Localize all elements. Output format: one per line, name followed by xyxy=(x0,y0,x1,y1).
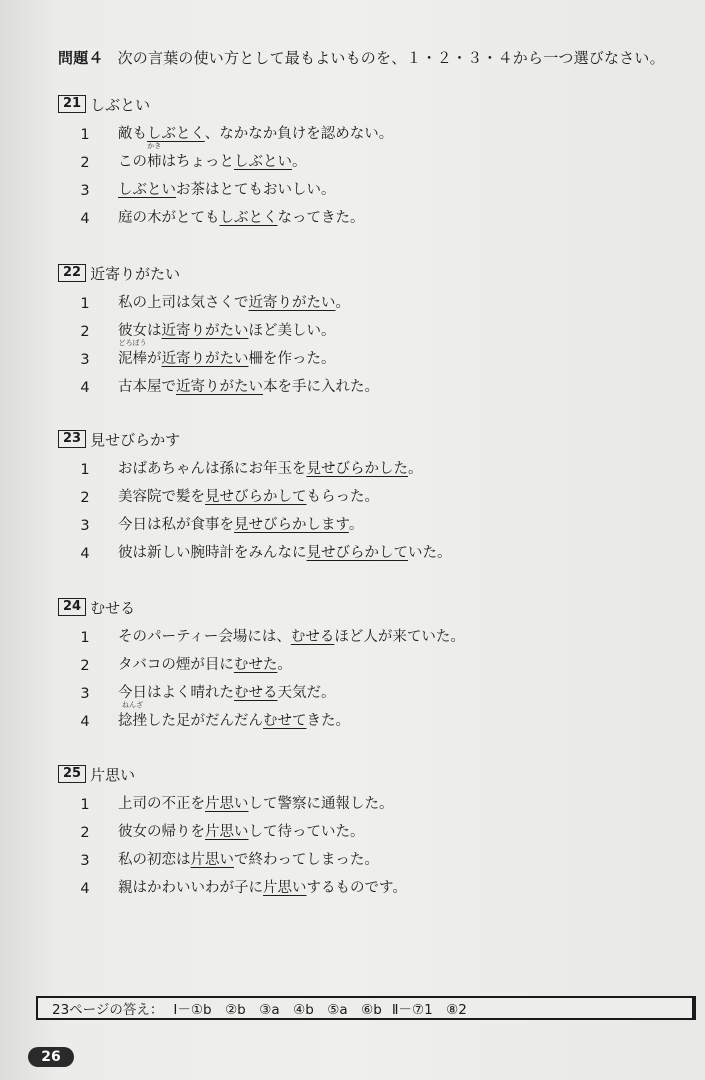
target-word: 見せびらかす xyxy=(90,430,181,449)
option-sentence xyxy=(102,485,379,506)
option-sentence xyxy=(102,513,363,534)
option-sentence xyxy=(102,701,350,730)
option-number: 4 xyxy=(80,714,90,730)
option-number: 4 xyxy=(80,380,90,396)
sentence-suffix: お茶はとてもおいしい。 xyxy=(176,182,336,198)
sentence-prefix: おばあちゃんは孫にお年玉を xyxy=(118,461,307,477)
option-sentence xyxy=(102,142,307,171)
option-sentence xyxy=(102,792,394,813)
option-1 xyxy=(58,618,658,646)
furigana: ねんざ xyxy=(122,701,143,709)
option-sentence xyxy=(102,291,350,312)
option-1 xyxy=(58,785,658,813)
ruby-base: 柿 xyxy=(147,154,162,170)
option-sentence xyxy=(102,319,336,340)
option-number: 2 xyxy=(80,825,90,841)
page-number: 26 xyxy=(28,1047,74,1067)
question-number-box: 22 xyxy=(58,264,86,282)
sentence-prefix: 私の上司は気さくで xyxy=(118,295,249,311)
sentence-suffix: するものです。 xyxy=(306,880,407,896)
sentence-suffix: 。 xyxy=(335,295,350,311)
option-sentence xyxy=(102,653,292,674)
underlined-target: しぶとく xyxy=(147,126,205,142)
option-number: 2 xyxy=(80,490,90,506)
underlined-target: しぶとい xyxy=(118,182,176,198)
underlined-target: 片思い xyxy=(205,824,249,840)
underlined-target: 見せびらかします xyxy=(234,517,349,533)
ruby-word xyxy=(147,142,162,171)
option-sentence xyxy=(102,848,379,869)
question-number-box: 24 xyxy=(58,598,86,616)
sentence-suffix: で終わってしまった。 xyxy=(234,852,379,868)
underlined-target: 見せびらかして xyxy=(205,489,307,505)
sentence-prefix: 美容院で髪を xyxy=(118,489,205,505)
option-number: 3 xyxy=(80,686,90,702)
option-sentence xyxy=(102,375,379,396)
option-4 xyxy=(58,534,658,562)
sentence-suffix: 柵を作った。 xyxy=(248,351,336,367)
option-4 xyxy=(58,702,658,730)
sentence-suffix: ほど人が来ていた。 xyxy=(334,629,465,645)
option-3 xyxy=(58,171,658,199)
underlined-target: 片思い xyxy=(263,880,307,896)
option-4 xyxy=(58,869,658,897)
sentence-middle: はちょっと xyxy=(161,154,234,170)
ruby-base: 泥棒 xyxy=(118,351,147,367)
option-number: 4 xyxy=(80,211,90,227)
sentence-prefix: 敵も xyxy=(118,126,147,142)
sentence-prefix: 古本屋で xyxy=(118,379,176,395)
option-sentence xyxy=(102,681,336,702)
sentence-prefix: 今日はよく晴れた xyxy=(118,685,234,701)
sentence-prefix: この xyxy=(118,154,147,170)
option-1 xyxy=(58,450,658,478)
sentence-suffix: ほど美しい。 xyxy=(248,323,336,339)
sentence-middle: した足がだんだん xyxy=(147,713,263,729)
option-sentence xyxy=(102,122,393,143)
option-number: 1 xyxy=(80,797,90,813)
sentence-suffix: もらった。 xyxy=(306,489,379,505)
answer-key-label: 23ページの答え： xyxy=(52,1002,164,1018)
underlined-target: むせる xyxy=(290,629,335,645)
furigana: かき xyxy=(147,142,162,150)
sentence-prefix: 親はかわいいわが子に xyxy=(118,880,263,896)
sentence-prefix: そのパーティー会場には、 xyxy=(118,629,291,645)
option-3 xyxy=(58,674,658,702)
sentence-suffix: 。 xyxy=(292,154,307,170)
question-number-box: 23 xyxy=(58,430,86,448)
sentence-prefix: 今日は私が食事を xyxy=(118,517,234,533)
option-4 xyxy=(58,368,658,396)
sentence-suffix: 、なかなか負けを認めない。 xyxy=(204,126,394,142)
option-4 xyxy=(58,199,658,227)
underlined-target: しぶとい xyxy=(234,154,292,170)
option-2 xyxy=(58,478,658,506)
question-number-box: 25 xyxy=(58,765,86,783)
option-number: 4 xyxy=(80,881,90,897)
sentence-suffix: いた。 xyxy=(408,545,452,561)
option-sentence xyxy=(102,541,452,562)
underlined-target: 見せびらかして xyxy=(306,545,408,561)
option-sentence xyxy=(102,457,423,478)
target-word: むせる xyxy=(90,598,136,617)
question-21 xyxy=(58,93,658,227)
option-sentence xyxy=(102,876,407,897)
option-number: 3 xyxy=(80,853,90,869)
question-heading xyxy=(58,763,658,785)
question-24 xyxy=(58,596,658,730)
underlined-target: 片思い xyxy=(190,852,234,868)
underlined-target: 近寄りがたい xyxy=(176,379,263,395)
question-23 xyxy=(58,428,658,562)
furigana: どろぼう xyxy=(118,339,147,347)
question-22 xyxy=(58,262,658,396)
option-number: 2 xyxy=(80,658,90,674)
underlined-target: むせた xyxy=(233,657,278,673)
option-sentence xyxy=(102,339,336,368)
underlined-target: 片思い xyxy=(205,796,249,812)
answer-key-part2: Ⅱ－⑦1 ⑧2 xyxy=(391,1002,467,1018)
option-number: 1 xyxy=(80,296,90,312)
underlined-target: むせて xyxy=(263,713,307,729)
underlined-target: 近寄りがたい xyxy=(161,351,249,367)
sentence-prefix: 私の初恋は xyxy=(118,852,191,868)
question-heading xyxy=(58,596,658,618)
sentence-suffix: きた。 xyxy=(306,713,350,729)
answer-key-part1: Ⅰ－①b ②b ③a ④b ⑤a ⑥b xyxy=(173,1002,382,1018)
question-25 xyxy=(58,763,658,897)
underlined-target: 近寄りがたい xyxy=(248,295,336,311)
sentence-prefix: 彼は新しい腕時計をみんなに xyxy=(118,545,307,561)
sentence-suffix: 天気だ。 xyxy=(277,685,336,701)
sentence-prefix: 上司の不正を xyxy=(118,796,205,812)
target-word: しぶとい xyxy=(90,95,151,114)
option-2 xyxy=(58,143,658,171)
option-number: 4 xyxy=(80,546,90,562)
question-heading xyxy=(58,93,658,115)
instruction-header xyxy=(58,47,665,68)
option-2 xyxy=(58,646,658,674)
sentence-suffix: なってきた。 xyxy=(277,210,365,226)
option-number: 1 xyxy=(80,127,90,143)
option-3 xyxy=(58,841,658,869)
underlined-target: 近寄りがたい xyxy=(161,323,249,339)
underlined-target: むせる xyxy=(234,685,278,701)
option-number: 2 xyxy=(80,155,90,171)
sentence-prefix: 庭の木がとても xyxy=(118,210,220,226)
option-3 xyxy=(58,340,658,368)
ruby-base: 捻挫 xyxy=(118,713,147,729)
question-heading xyxy=(58,428,658,450)
option-sentence xyxy=(102,178,336,199)
option-number: 3 xyxy=(80,518,90,534)
option-1 xyxy=(58,284,658,312)
ruby-word xyxy=(118,701,147,730)
problem-number: 問題４ xyxy=(58,49,104,67)
option-2 xyxy=(58,813,658,841)
option-1 xyxy=(58,115,658,143)
option-sentence xyxy=(102,206,365,227)
question-heading xyxy=(58,262,658,284)
sentence-suffix: して待っていた。 xyxy=(248,824,365,840)
sentence-middle: が xyxy=(147,351,162,367)
sentence-suffix: 。 xyxy=(408,461,423,477)
sentence-suffix: 。 xyxy=(277,657,292,673)
option-sentence xyxy=(102,820,365,841)
ruby-word xyxy=(118,339,147,368)
target-word: 近寄りがたい xyxy=(90,264,181,283)
option-number: 1 xyxy=(80,630,90,646)
instruction-text: 次の言葉の使い方として最もよいものを、１・２・３・４から一つ選びなさい。 xyxy=(117,49,665,67)
sentence-suffix: 。 xyxy=(348,517,364,533)
question-number-box: 21 xyxy=(58,95,86,113)
option-2 xyxy=(58,312,658,340)
answer-key-box xyxy=(36,996,696,1020)
sentence-prefix: 彼女は xyxy=(118,323,162,339)
option-number: 3 xyxy=(80,183,90,199)
sentence-prefix: タバコの煙が目に xyxy=(118,657,234,673)
underlined-target: しぶとく xyxy=(219,210,278,226)
option-sentence xyxy=(102,625,465,646)
target-word: 片思い xyxy=(90,765,136,784)
underlined-target: 見せびらかした xyxy=(306,461,408,477)
option-number: 3 xyxy=(80,352,90,368)
option-3 xyxy=(58,506,658,534)
option-number: 1 xyxy=(80,462,90,478)
sentence-suffix: して警察に通報した。 xyxy=(248,796,394,812)
sentence-suffix: 本を手に入れた。 xyxy=(263,379,379,395)
option-number: 2 xyxy=(80,324,90,340)
sentence-prefix: 彼女の帰りを xyxy=(118,824,205,840)
